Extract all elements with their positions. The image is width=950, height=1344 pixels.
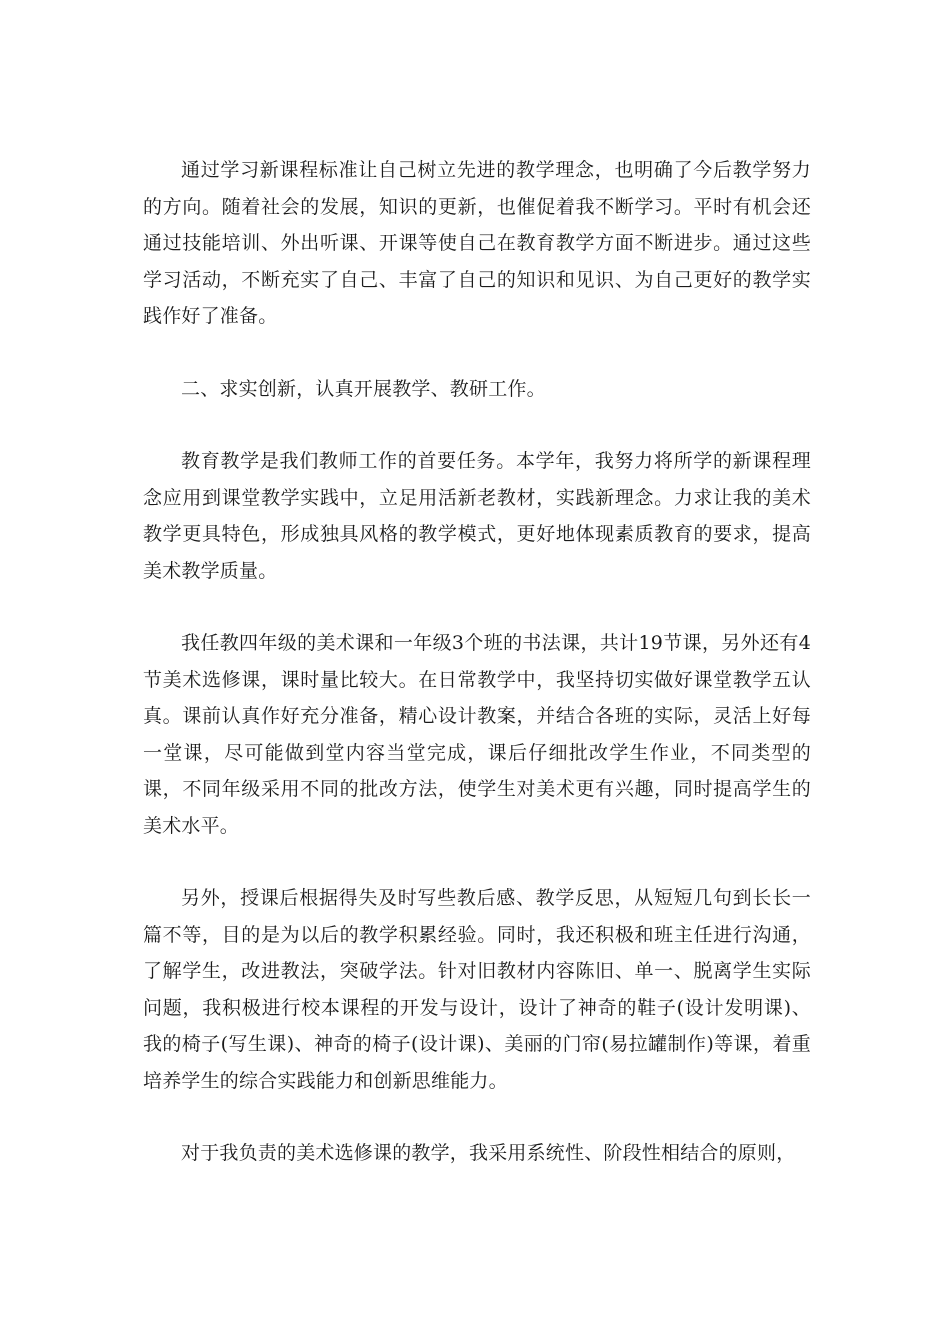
section-heading-teaching-research: 二、求实创新，认真开展教学、教研工作。 (181, 377, 546, 400)
paragraph-elective-course: 对于我负责的美术选修课的教学，我采用系统性、阶段性相结合的原则， (181, 1142, 796, 1164)
paragraph-study-reflection: 通过学习新课程标准让自己树立先进的教学理念，也明确了今后教学努力的方向。随着社会的发展，知识的更新，也催促着我不断学习。平时有机会还通过技能培训、外出听课、开课等使自己在教育教学方面不断进步。通过这些学习活动，不断充实了自己、丰富了自己的知识和见识、为自己更好的教学实践作好了准备。 (143, 159, 811, 327)
document-body (143, 152, 811, 1208)
paragraph-teaching-task: 教育教学是我们教师工作的首要任务。本学年，我努力将所学的新课程理念应用到课堂教学实践中，立足用活新老教材，实践新理念。力求让我的美术教学更具特色，形成独具风格的教学模式，更好地体现素质教育的要求，提高美术教学质量。 (143, 450, 811, 582)
paragraph-course-load: 我任教四年级的美术课和一年级3个班的书法课，共计19节课，另外还有4节美术选修课，课时量比较大。在日常教学中，我坚持切实做好课堂教学五认真。课前认真作好充分准备，精心设计教案，并结合各班的实际，灵活上好每一堂课，尽可能做到堂内容当堂完成，课后仔细批改学生作业，不同类型的课，不同年级采用不同的批改方法，使学生对美术更有兴趣，同时提高学生的美术水平。 (143, 632, 811, 837)
paragraph-reflection-curriculum: 另外，授课后根据得失及时写些教后感、教学反思，从短短几句到长长一篇不等，目的是为以后的教学积累经验。同时，我还积极和班主任进行沟通，了解学生，改进教法，突破学法。针对旧教材内容陈旧、单一、脱离学生实际问题，我积极进行校本课程的开发与设计，设计了神奇的鞋子(设计发明课)、我的椅子(写生课)、神奇的椅子(设计课)、美丽的门帘(易拉罐制作)等课，着重培养学生的综合实践能力和创新思维能力。 (143, 887, 811, 1092)
